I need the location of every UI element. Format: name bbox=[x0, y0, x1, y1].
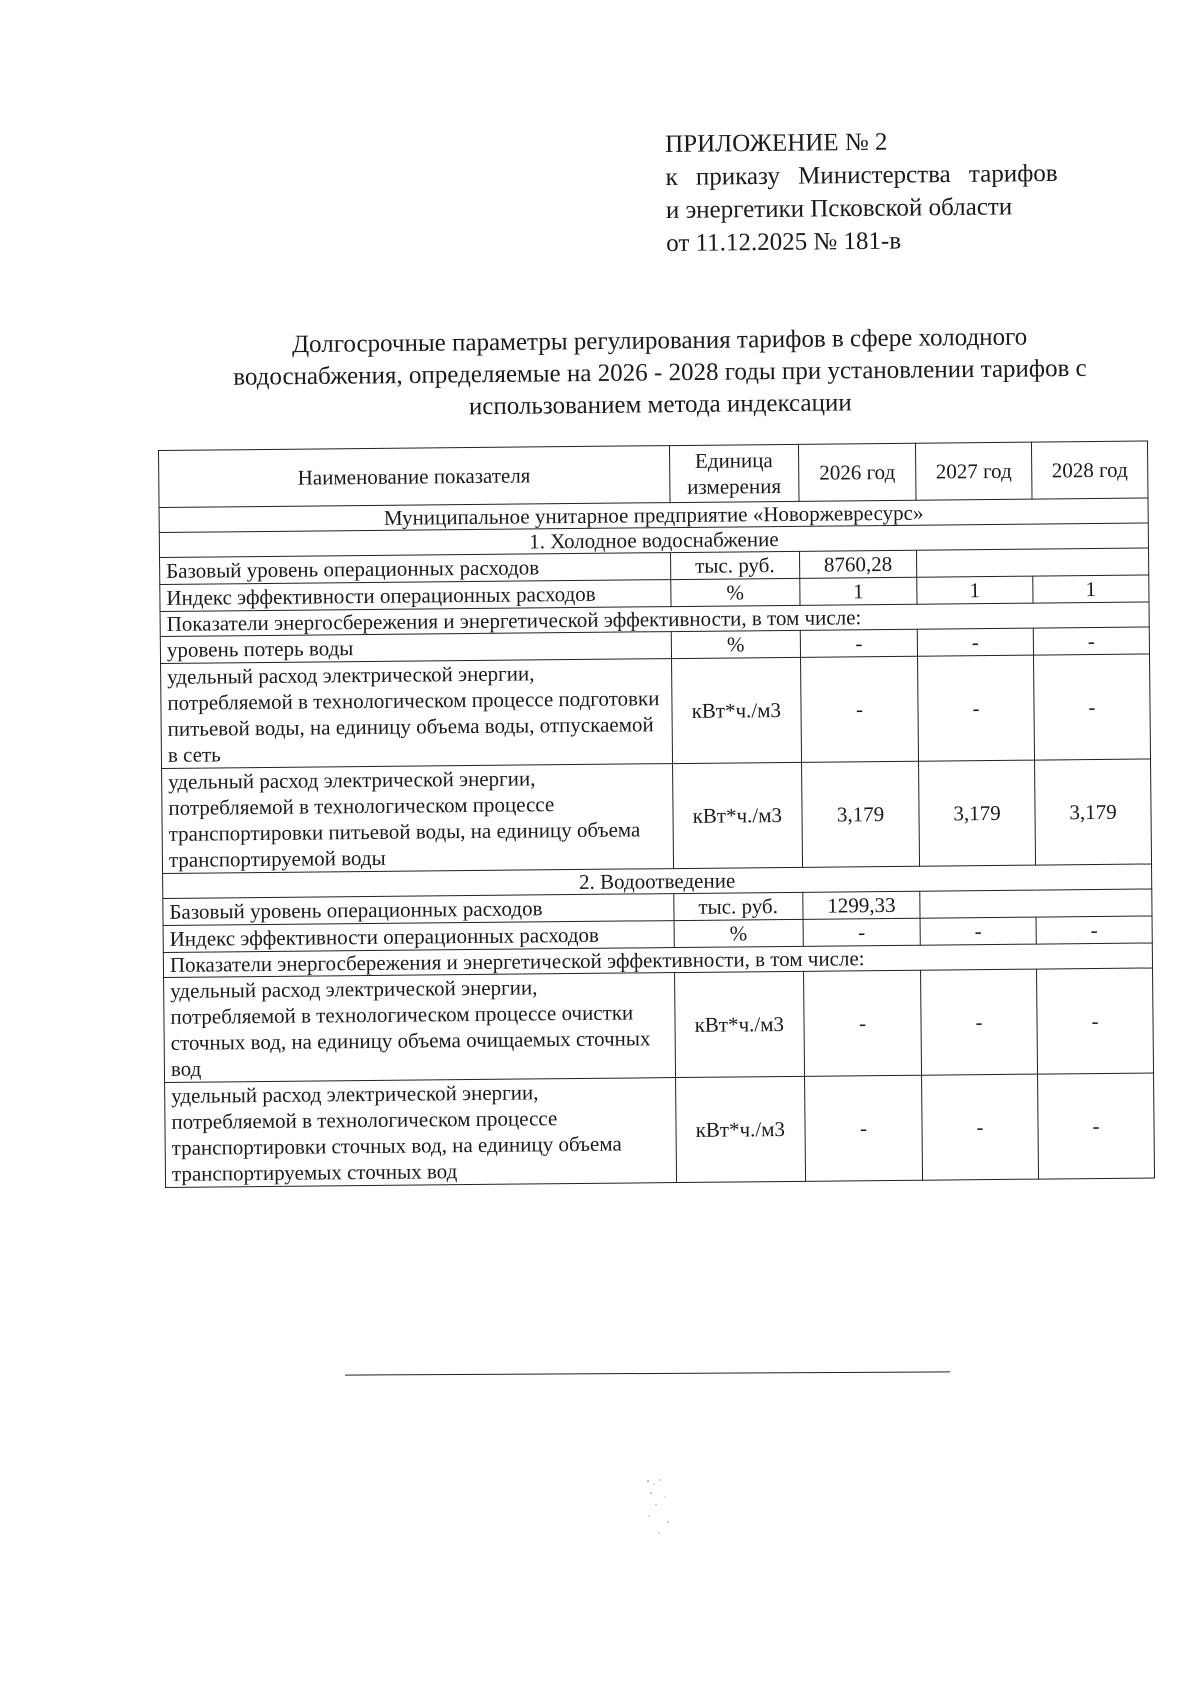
s2-base-level-name: Базовый уровень операционных расходов bbox=[163, 894, 674, 926]
s2-base-level-empty bbox=[920, 889, 1152, 918]
s2-power-transport-2026: - bbox=[805, 1075, 923, 1181]
parameters-table-wrap bbox=[158, 440, 1155, 1187]
appendix-order-ref: к приказу Министерства тарифов bbox=[665, 159, 1058, 191]
scan-speckle bbox=[640, 1475, 680, 1545]
table-row bbox=[161, 654, 1151, 768]
s1-efficiency-name: Индекс эффективности операционных расходов bbox=[160, 580, 671, 612]
s1-power-preparation-unit: кВт*ч./м3 bbox=[671, 657, 801, 763]
s2-energy-header: Показатели энергосбережения и энергетической эффективности, в том числе: bbox=[163, 943, 1152, 977]
s1-power-preparation-2028: - bbox=[1033, 654, 1150, 760]
document-title: Долгосрочные параметры регулирования тарифов в сфере холодного водоснабжения, определяемые на 2026 - 2028 годы при установлении тарифов с использованием метода индексации bbox=[233, 323, 1087, 421]
s1-base-level-2026: 8760,28 bbox=[799, 550, 916, 578]
appendix-ministry: и энергетики Псковской области bbox=[665, 193, 1013, 224]
section1-title: 1. Холодное водоснабжение bbox=[159, 523, 1148, 557]
s2-power-treatment-2027: - bbox=[921, 969, 1038, 1075]
header-unit: Единица измерения bbox=[669, 444, 799, 502]
s1-base-level-unit: тыс. руб. bbox=[670, 551, 800, 579]
s1-power-preparation-name: удельный расход электрической энергии, потребляемой в технологическом процессе подготовки питьевой воды, на единицу объема воды, отпускаемой в сеть bbox=[161, 659, 673, 769]
table-row bbox=[162, 759, 1152, 873]
section2-title: 2. Водоотведение bbox=[163, 864, 1152, 898]
header-2027: 2027 год bbox=[915, 442, 1032, 500]
s1-efficiency-2028: 1 bbox=[1033, 575, 1149, 603]
table-header-row bbox=[159, 441, 1149, 507]
s2-efficiency-2027: - bbox=[920, 917, 1036, 945]
s1-power-transport-name: удельный расход электрической энергии, потребляемой в технологическом процессе транспортировки питьевой воды, на единицу объема транспортируемой воды bbox=[162, 764, 674, 874]
s1-energy-header: Показатели энергосбережения и энергетической эффективности, в том числе: bbox=[160, 602, 1149, 636]
header-2028: 2028 год bbox=[1031, 441, 1148, 499]
s2-efficiency-unit: % bbox=[674, 919, 804, 947]
s1-efficiency-unit: % bbox=[670, 578, 800, 606]
s2-power-treatment-2026: - bbox=[804, 970, 922, 1076]
s2-power-treatment-name: удельный расход электрической энергии, потребляемой в технологическом процессе очистки сточных вод, на единицу объема очищаемых сточных вод bbox=[164, 973, 676, 1083]
s1-water-loss-unit: % bbox=[671, 630, 801, 658]
s2-power-transport-name: удельный расход электрической энергии, потребляемой в технологическом процессе транспортировки сточных вод, на единицу объема транспортируемых сточных вод bbox=[165, 1078, 677, 1188]
closing-rule bbox=[345, 1371, 950, 1375]
s1-efficiency-2027: 1 bbox=[917, 576, 1033, 604]
appendix-order-date: от 11.12.2025 № 181-в bbox=[666, 227, 902, 257]
s1-water-loss-2027: - bbox=[917, 628, 1033, 656]
s1-efficiency-2026: 1 bbox=[800, 577, 917, 605]
s2-efficiency-name: Индекс эффективности операционных расходов bbox=[163, 921, 674, 953]
s2-power-treatment-2028: - bbox=[1037, 968, 1154, 1074]
s1-base-level-empty bbox=[916, 548, 1148, 577]
s1-water-loss-name: уровень потерь воды bbox=[160, 632, 671, 664]
organization-name: Муниципальное унитарное предприятие «Новоржевресурс» bbox=[159, 498, 1148, 532]
appendix-header bbox=[665, 124, 1059, 260]
s1-power-transport-2027: 3,179 bbox=[919, 760, 1036, 866]
s1-water-loss-2026: - bbox=[800, 629, 917, 657]
s1-power-preparation-2026: - bbox=[801, 656, 919, 762]
s1-power-preparation-2027: - bbox=[918, 655, 1035, 761]
s2-power-transport-2027: - bbox=[922, 1074, 1039, 1180]
header-2026: 2026 год bbox=[798, 443, 916, 501]
s2-efficiency-2026: - bbox=[803, 918, 920, 946]
s2-base-level-2026: 1299,33 bbox=[803, 891, 920, 919]
s2-power-treatment-unit: кВт*ч./м3 bbox=[674, 971, 804, 1077]
table-row bbox=[165, 1073, 1155, 1187]
s2-base-level-unit: тыс. руб. bbox=[673, 892, 803, 920]
s2-efficiency-2028: - bbox=[1036, 916, 1152, 944]
s1-water-loss-2028: - bbox=[1033, 627, 1149, 655]
parameters-table bbox=[158, 440, 1155, 1187]
s1-power-transport-2028: 3,179 bbox=[1035, 759, 1152, 865]
table-row bbox=[164, 968, 1154, 1082]
s2-power-transport-unit: кВт*ч./м3 bbox=[675, 1076, 805, 1182]
appendix-number: ПРИЛОЖЕНИЕ № 2 bbox=[665, 128, 888, 158]
s1-power-transport-2026: 3,179 bbox=[802, 761, 920, 867]
s1-power-transport-unit: кВт*ч./м3 bbox=[672, 762, 802, 868]
header-name: Наименование показателя bbox=[159, 446, 670, 508]
s2-power-transport-2028: - bbox=[1038, 1073, 1155, 1179]
s1-base-level-name: Базовый уровень операционных расходов bbox=[160, 553, 671, 585]
